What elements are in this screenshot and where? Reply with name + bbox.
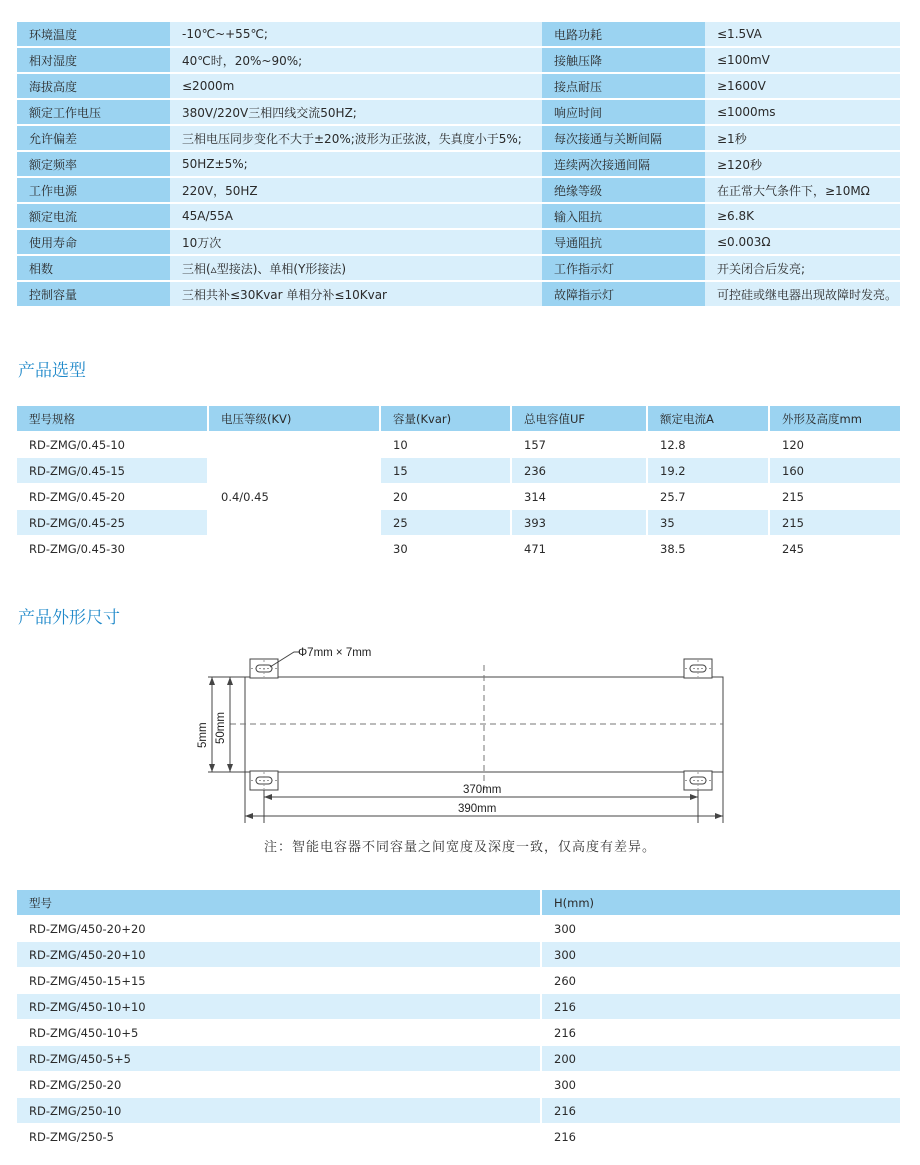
spec-key: 电路功耗 bbox=[542, 22, 705, 46]
spec-key: 工作电源 bbox=[17, 178, 170, 202]
spec-row bbox=[17, 204, 900, 228]
selection-header: 型号规格 bbox=[17, 406, 208, 432]
spec-key: 允许偏差 bbox=[17, 126, 170, 150]
selection-cell: 38.5 bbox=[647, 536, 769, 562]
selection-cell: RD-ZMG/0.45-15 bbox=[17, 458, 208, 484]
selection-cell: 314 bbox=[511, 484, 647, 510]
spec-key: 输入阻抗 bbox=[542, 204, 705, 228]
spec-key: 故障指示灯 bbox=[542, 282, 705, 306]
dimension-drawing bbox=[190, 640, 730, 825]
height-cell: RD-ZMG/450-10+5 bbox=[17, 1020, 541, 1046]
selection-cell: 160 bbox=[769, 458, 900, 484]
height-cell: 200 bbox=[541, 1046, 900, 1072]
height-cell: RD-ZMG/450-5+5 bbox=[17, 1046, 541, 1072]
selection-cell: 20 bbox=[380, 484, 511, 510]
hole-size-label: Φ7mm × 7mm bbox=[298, 647, 372, 659]
selection-cell: 215 bbox=[769, 510, 900, 536]
spec-key: 响应时间 bbox=[542, 100, 705, 124]
selection-cell: 120 bbox=[769, 432, 900, 458]
height-row bbox=[17, 994, 900, 1020]
spec-value: 220V，50HZ bbox=[170, 178, 542, 202]
spec-key: 使用寿命 bbox=[17, 230, 170, 254]
spec-value: 380V/220V三相四线交流50HZ; bbox=[170, 100, 542, 124]
selection-header: 容量(Kvar) bbox=[380, 406, 511, 432]
height-cell: RD-ZMG/250-20 bbox=[17, 1072, 541, 1098]
selection-row bbox=[17, 458, 900, 484]
spec-key: 额定频率 bbox=[17, 152, 170, 176]
selection-cell: 25.7 bbox=[647, 484, 769, 510]
spec-table bbox=[17, 20, 900, 308]
spec-key: 额定电流 bbox=[17, 204, 170, 228]
spec-row bbox=[17, 126, 900, 150]
spec-value: 三相共补≤30Kvar 单相分补≤10Kvar bbox=[170, 282, 542, 306]
spec-value: 开关闭合后发亮; bbox=[705, 256, 900, 280]
spec-key: 相数 bbox=[17, 256, 170, 280]
selection-row bbox=[17, 432, 900, 458]
height-row bbox=[17, 968, 900, 994]
spec-value: 三相电压同步变化不大于±20%;波形为正弦波，失真度小于5%; bbox=[170, 126, 542, 150]
height-row bbox=[17, 1046, 900, 1072]
voltage-level-cell: 0.4/0.45 bbox=[208, 432, 380, 562]
height-cell: RD-ZMG/450-10+10 bbox=[17, 994, 541, 1020]
selection-row bbox=[17, 510, 900, 536]
height-cell: 216 bbox=[541, 1124, 900, 1150]
selection-cell: 236 bbox=[511, 458, 647, 484]
height-row bbox=[17, 1124, 900, 1150]
spec-row bbox=[17, 22, 900, 46]
height-cell: RD-ZMG/250-5 bbox=[17, 1124, 541, 1150]
height-row bbox=[17, 1020, 900, 1046]
height-header: 型号 bbox=[17, 890, 541, 916]
spec-key: 控制容量 bbox=[17, 282, 170, 306]
selection-header: 电压等级(KV) bbox=[208, 406, 380, 432]
spec-row bbox=[17, 230, 900, 254]
selection-cell: 35 bbox=[647, 510, 769, 536]
spec-value: ≥120秒 bbox=[705, 152, 900, 176]
spec-value: -10℃~+55℃; bbox=[170, 22, 542, 46]
spec-value: ≥1秒 bbox=[705, 126, 900, 150]
spec-key: 接触压降 bbox=[542, 48, 705, 72]
spec-value: 三相(▵型接法)、单相(Y形接法) bbox=[170, 256, 542, 280]
height-table bbox=[17, 890, 900, 1149]
height-row bbox=[17, 916, 900, 942]
spec-key: 导通阻抗 bbox=[542, 230, 705, 254]
selection-table bbox=[17, 406, 900, 561]
spec-value: 可控硅或继电器出现故障时发亮。 bbox=[705, 282, 900, 306]
selection-header: 总电容值UF bbox=[511, 406, 647, 432]
spec-value: ≥1600V bbox=[705, 74, 900, 98]
spec-value: ≤2000m bbox=[170, 74, 542, 98]
spec-key: 环境温度 bbox=[17, 22, 170, 46]
spec-key: 每次接通与关断间隔 bbox=[542, 126, 705, 150]
spec-key: 海拔高度 bbox=[17, 74, 170, 98]
height-cell: 216 bbox=[541, 1098, 900, 1124]
spec-value: ≤100mV bbox=[705, 48, 900, 72]
height-cell: 260 bbox=[541, 968, 900, 994]
dimension-note: 注：智能电容器不同容量之间宽度及深度一致，仅高度有差异。 bbox=[263, 840, 656, 855]
selection-cell: 10 bbox=[380, 432, 511, 458]
spec-value: 50HZ±5%; bbox=[170, 152, 542, 176]
spec-value: 40℃时，20%~90%; bbox=[170, 48, 542, 72]
selection-cell: 245 bbox=[769, 536, 900, 562]
selection-header: 外形及高度mm bbox=[769, 406, 900, 432]
height-header: H(mm) bbox=[541, 890, 900, 916]
selection-cell: 19.2 bbox=[647, 458, 769, 484]
outer-height-label: 5mm bbox=[197, 722, 209, 748]
spec-key: 额定工作电压 bbox=[17, 100, 170, 124]
selection-cell: 471 bbox=[511, 536, 647, 562]
spec-row bbox=[17, 282, 900, 306]
selection-cell: RD-ZMG/0.45-20 bbox=[17, 484, 208, 510]
outer-width-label: 390mm bbox=[458, 803, 497, 815]
inner-width-label: 370mm bbox=[463, 784, 502, 796]
spec-value: ≤1000ms bbox=[705, 100, 900, 124]
selection-cell: RD-ZMG/0.45-25 bbox=[17, 510, 208, 536]
spec-row bbox=[17, 152, 900, 176]
height-cell: 300 bbox=[541, 916, 900, 942]
selection-cell: 30 bbox=[380, 536, 511, 562]
height-cell: RD-ZMG/250-10 bbox=[17, 1098, 541, 1124]
selection-row bbox=[17, 536, 900, 562]
selection-cell: RD-ZMG/0.45-10 bbox=[17, 432, 208, 458]
spec-value: 在正常大气条件下，≥10MΩ bbox=[705, 178, 900, 202]
height-cell: RD-ZMG/450-15+15 bbox=[17, 968, 541, 994]
selection-cell: 15 bbox=[380, 458, 511, 484]
selection-cell: RD-ZMG/0.45-30 bbox=[17, 536, 208, 562]
spec-row bbox=[17, 256, 900, 280]
selection-cell: 157 bbox=[511, 432, 647, 458]
spec-key: 绝缘等级 bbox=[542, 178, 705, 202]
spec-row bbox=[17, 74, 900, 98]
height-cell: 300 bbox=[541, 942, 900, 968]
spec-value: 45A/55A bbox=[170, 204, 542, 228]
selection-row bbox=[17, 484, 900, 510]
spec-row bbox=[17, 48, 900, 72]
height-row bbox=[17, 942, 900, 968]
spec-value: ≤1.5VA bbox=[705, 22, 900, 46]
selection-cell: 215 bbox=[769, 484, 900, 510]
spec-value: ≤0.003Ω bbox=[705, 230, 900, 254]
height-cell: 300 bbox=[541, 1072, 900, 1098]
height-cell: 216 bbox=[541, 1020, 900, 1046]
selection-header: 额定电流A bbox=[647, 406, 769, 432]
spec-row bbox=[17, 100, 900, 124]
selection-cell: 393 bbox=[511, 510, 647, 536]
inner-height-label: 50mm bbox=[215, 712, 227, 744]
spec-value: ≥6.8K bbox=[705, 204, 900, 228]
height-cell: RD-ZMG/450-20+10 bbox=[17, 942, 541, 968]
spec-key: 接点耐压 bbox=[542, 74, 705, 98]
height-row bbox=[17, 1072, 900, 1098]
height-row bbox=[17, 1098, 900, 1124]
selection-cell: 12.8 bbox=[647, 432, 769, 458]
spec-key: 相对湿度 bbox=[17, 48, 170, 72]
selection-section-title: 产品选型 bbox=[18, 361, 86, 381]
height-cell: 216 bbox=[541, 994, 900, 1020]
spec-value: 10万次 bbox=[170, 230, 542, 254]
spec-row bbox=[17, 178, 900, 202]
selection-cell: 25 bbox=[380, 510, 511, 536]
spec-key: 工作指示灯 bbox=[542, 256, 705, 280]
spec-key: 连续两次接通间隔 bbox=[542, 152, 705, 176]
dimensions-section-title: 产品外形尺寸 bbox=[18, 608, 120, 628]
height-cell: RD-ZMG/450-20+20 bbox=[17, 916, 541, 942]
